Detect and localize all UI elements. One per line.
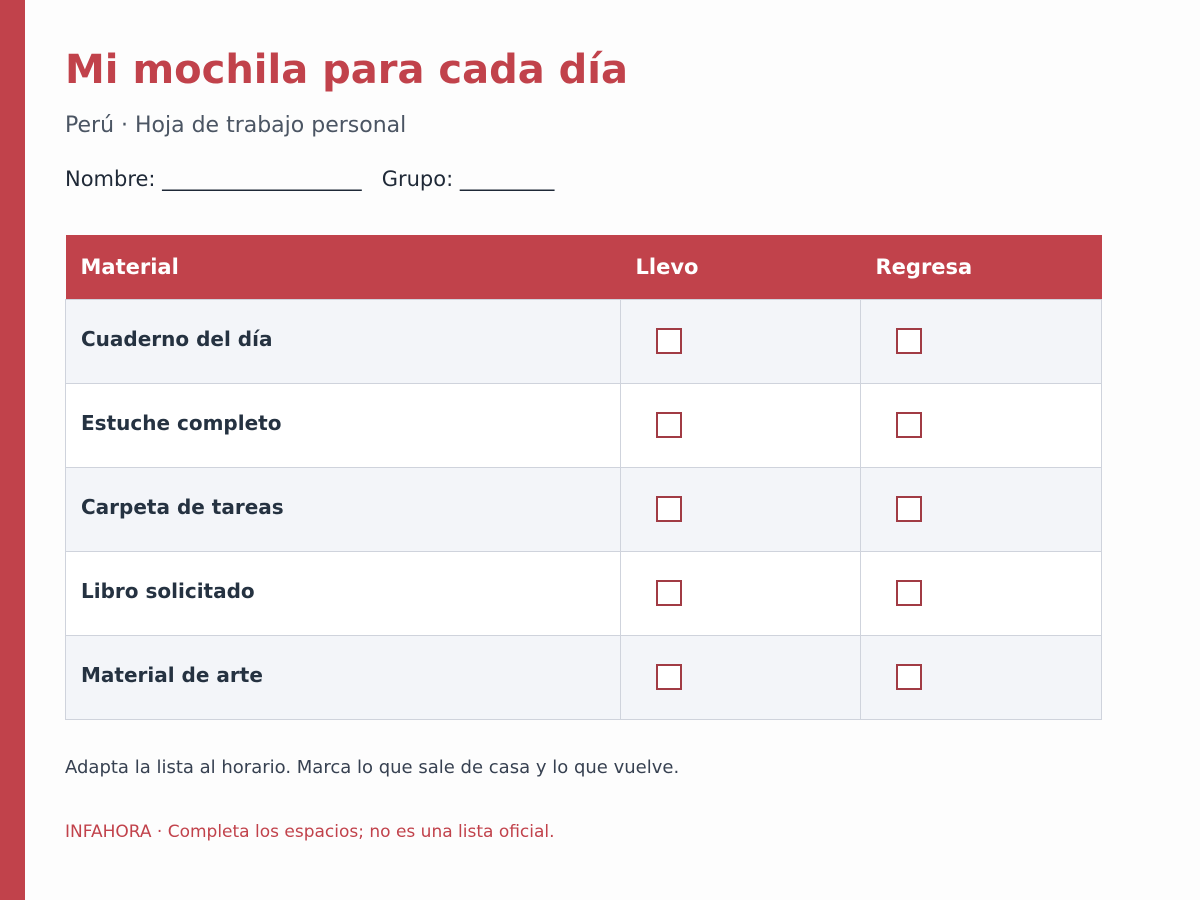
regresa-cell [861, 299, 1102, 383]
regresa-cell [861, 635, 1102, 719]
regresa-cell [861, 467, 1102, 551]
material-label: Estuche completo [81, 411, 282, 435]
material-label: Material de arte [81, 663, 263, 687]
column-header-regresa: Regresa [861, 235, 1102, 299]
table-row [66, 635, 1102, 719]
table-row [66, 383, 1102, 467]
materials-checklist-table [65, 235, 1102, 720]
regresa-checkbox[interactable] [896, 328, 922, 354]
material-label: Libro solicitado [81, 579, 255, 603]
material-cell [66, 299, 621, 383]
llevo-checkbox[interactable] [656, 580, 682, 606]
material-cell [66, 467, 621, 551]
regresa-checkbox[interactable] [896, 580, 922, 606]
llevo-checkbox[interactable] [656, 664, 682, 690]
material-cell [66, 551, 621, 635]
name-group-fields: Nombre: ___________________ Grupo: _________ [65, 167, 555, 191]
regresa-cell [861, 383, 1102, 467]
instruction-note: Adapta la lista al horario. Marca lo que sale de casa y lo que vuelve. [65, 757, 680, 778]
table-header-row [66, 235, 1102, 299]
regresa-cell [861, 551, 1102, 635]
regresa-checkbox[interactable] [896, 412, 922, 438]
material-label: Cuaderno del día [81, 327, 273, 351]
material-label: Carpeta de tareas [81, 495, 284, 519]
page-title: Mi mochila para cada día [65, 47, 628, 93]
llevo-checkbox[interactable] [656, 328, 682, 354]
llevo-cell [621, 551, 861, 635]
llevo-cell [621, 299, 861, 383]
llevo-cell [621, 467, 861, 551]
llevo-cell [621, 635, 861, 719]
llevo-checkbox[interactable] [656, 412, 682, 438]
regresa-checkbox[interactable] [896, 496, 922, 522]
material-cell [66, 383, 621, 467]
table-row [66, 467, 1102, 551]
column-header-material: Material [66, 235, 621, 299]
footer-note: INFAHORA · Completa los espacios; no es una lista oficial. [65, 822, 555, 842]
accent-stripe [0, 0, 25, 900]
column-header-llevo: Llevo [621, 235, 861, 299]
llevo-cell [621, 383, 861, 467]
table-row [66, 299, 1102, 383]
page-subtitle: Perú · Hoja de trabajo personal [65, 113, 407, 138]
regresa-checkbox[interactable] [896, 664, 922, 690]
table-row [66, 551, 1102, 635]
material-cell [66, 635, 621, 719]
llevo-checkbox[interactable] [656, 496, 682, 522]
